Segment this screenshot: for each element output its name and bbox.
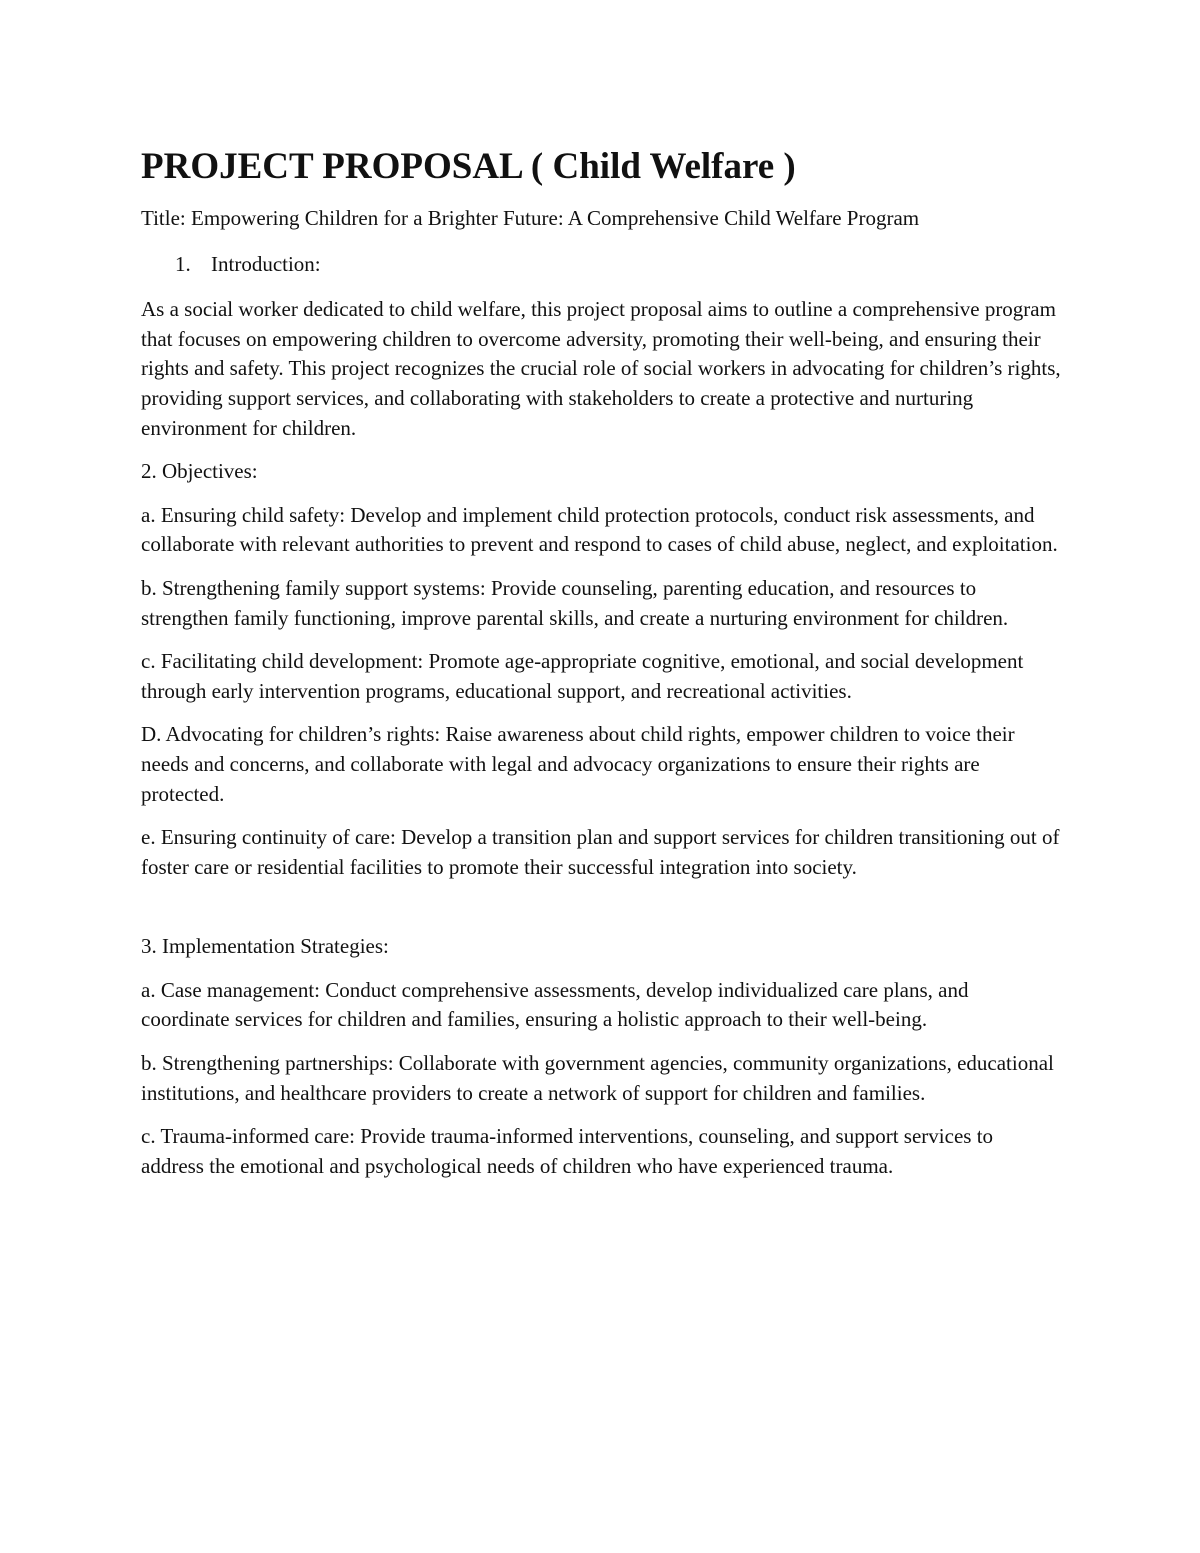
strategy-item: c. Trauma-informed care: Provide trauma-informed interventions, counseling, and support services to address the emotional and psychological needs of children who have experienced trauma. — [141, 1124, 994, 1178]
introduction-number: 1. — [175, 251, 191, 276]
objective-item: e. Ensuring continuity of care: Develop a transition plan and support services for children transitioning out of foster care or residential facilities to promote their successful integration into society. — [141, 825, 1060, 879]
proposal-subtitle: Title: Empowering Children for a Brighter Future: A Comprehensive Child Welfare Program — [141, 206, 920, 230]
introduction-paragraph: As a social worker dedicated to child welfare, this project proposal aims to outline a comprehensive program that focuses on empowering children to overcome adversity, promoting their well-being, and ensuring their rights and safety. This project recognizes the crucial role of social workers in advocating for children’s rights, providing support services, and collaborating with stakeholders to create a protective and nurturing environment for children. — [141, 297, 1061, 440]
objective-item: b. Strengthening family support systems: Provide counseling, parenting education, and resources to strengthen family functioning, improve parental skills, and create a nurturing environment for children. — [141, 575, 1009, 630]
document-body — [141, 204, 1061, 1195]
objective-item: a. Ensuring child safety: Develop and implement child protection protocols, conduct risk assessments, and collaborate with relevant authorities to prevent and respond to cases of child abuse, neglect, and exploitation. — [141, 502, 1058, 557]
section-spacer — [141, 896, 1061, 932]
objectives-heading: 2. Objectives: — [141, 459, 258, 484]
objective-item: c. Facilitating child development: Promote age-appropriate cognitive, emotional, and social development through early intervention programs, educational support, and recreational activities. — [141, 649, 1024, 703]
introduction-label: Introduction: — [211, 251, 321, 276]
objective-item: D. Advocating for children’s rights: Raise awareness about child rights, empower children to voice their needs and concerns, and collaborate with legal and advocacy organizations to ensure their rights are protected. — [141, 722, 1015, 806]
strategy-item: b. Strengthening partnerships: Collaborate with government agencies, community organizations, educational institutions, and healthcare providers to create a network of support for children and families. — [141, 1051, 1054, 1105]
introduction-heading — [141, 250, 1061, 280]
strategy-item: a. Case management: Conduct comprehensive assessments, develop individualized care plans, and coordinate services for children and families, ensuring a holistic approach to their well-being. — [141, 977, 969, 1032]
document-title: PROJECT PROPOSAL ( Child Welfare ) — [141, 146, 796, 187]
strategies-heading: 3. Implementation Strategies: — [141, 934, 389, 959]
